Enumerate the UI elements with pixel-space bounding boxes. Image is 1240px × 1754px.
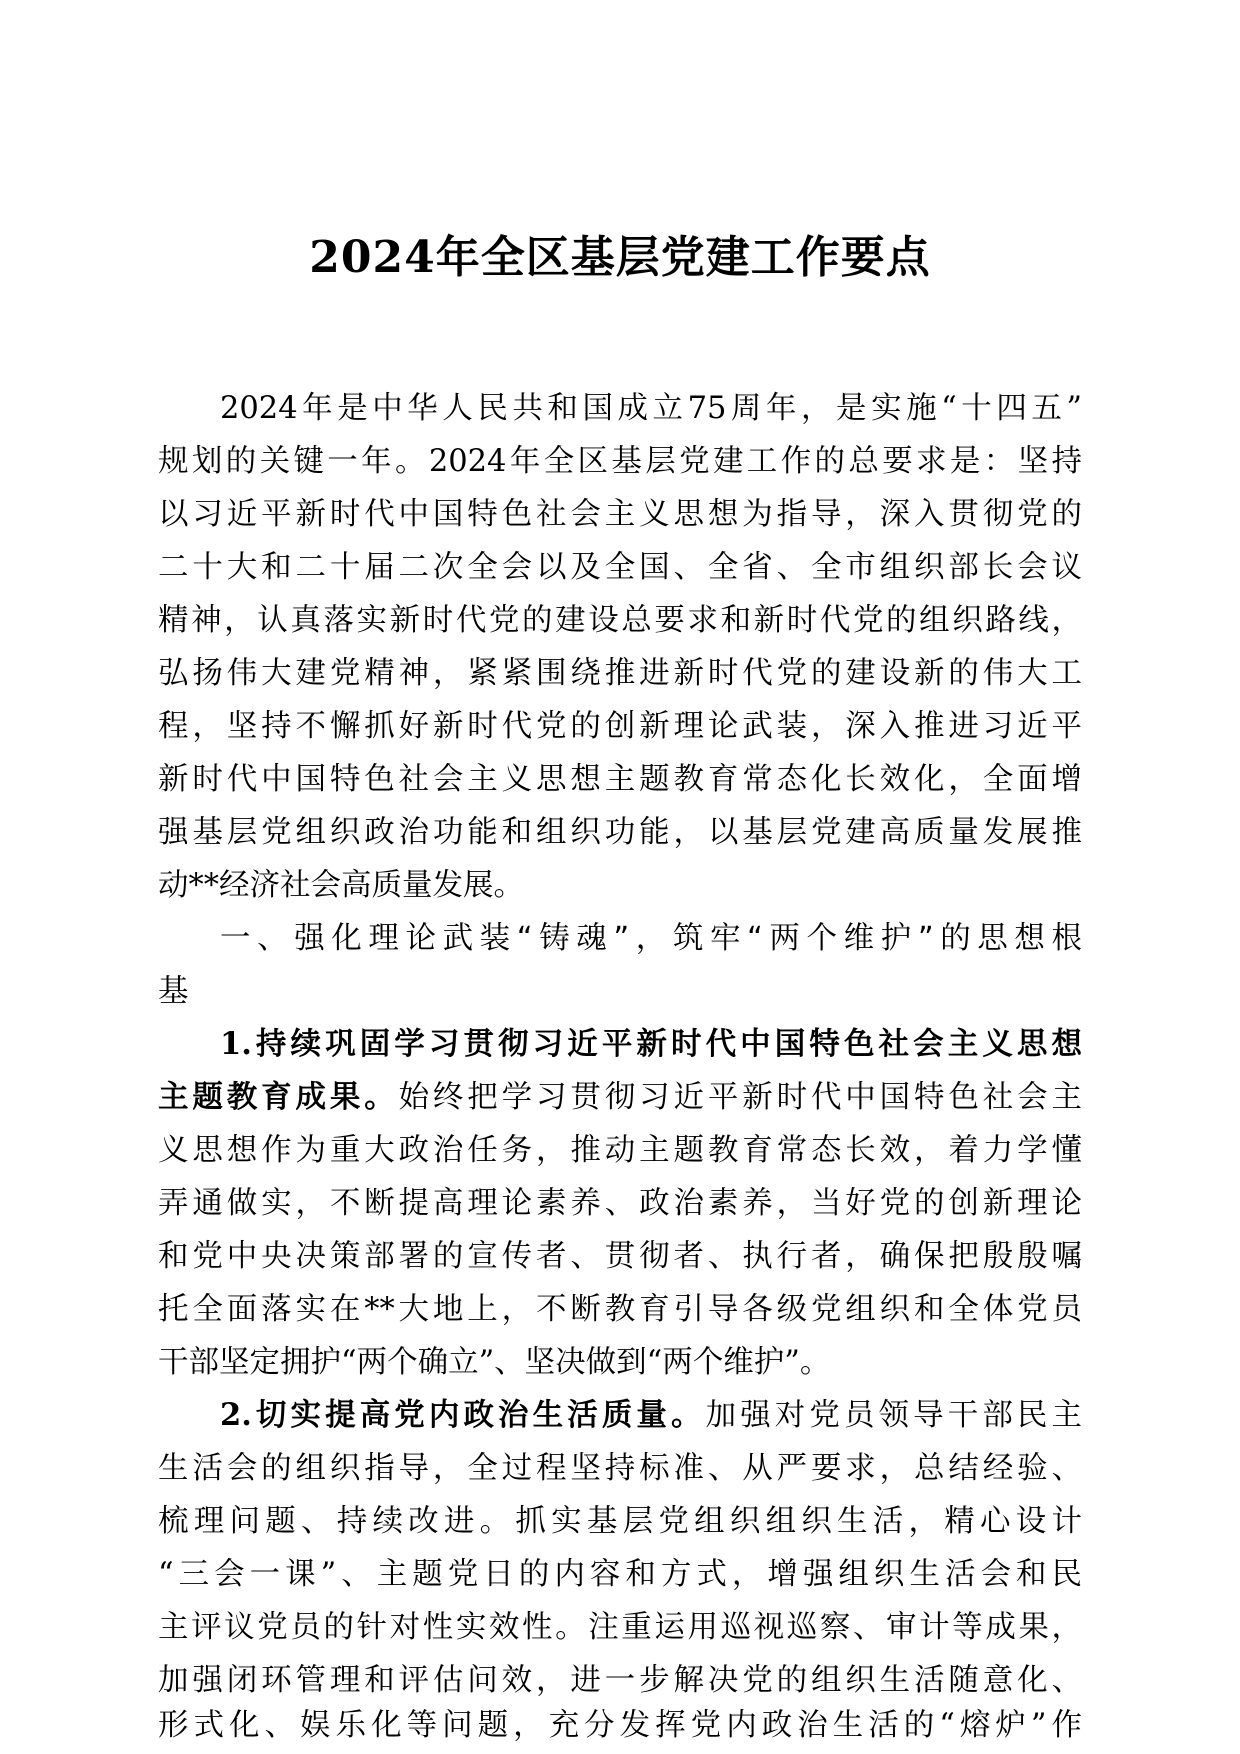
item-line: 生活会的组织指导，全过程坚持标准、从严要求，总结经验、 [158,1451,1082,1486]
item-heading: 1.持续巩固学习贯彻习近平新时代中国特色社会主义思想 [220,1026,1082,1062]
item-text: 加强对党员领导干部民主 [705,1398,1083,1433]
intro-line: 规划的关键一年。2024年全区基层党建工作的总要求是：坚持 [158,444,1082,479]
item-heading: 2.切实提高党内政治生活质量。 [220,1397,706,1433]
intro-line: 新时代中国特色社会主义思想主题教育常态化长效化，全面增 [158,762,1082,797]
intro-line: 程，坚持不懈抓好新时代党的创新理论武装，深入推进习近平 [158,709,1082,744]
item-heading: 主题教育成果。 [158,1079,399,1115]
item-line: 加强闭环管理和评估问效，进一步解决党的组织生活随意化、 [158,1663,1082,1698]
item-line: 形式化、娱乐化等问题，充分发挥党内政治生活的“熔炉”作 [158,1708,1082,1743]
item-line: 弄通做实，不断提高理论素养、政治素养，当好党的创新理论 [158,1186,1082,1221]
section-heading: 基 [158,974,189,1009]
intro-line: 2024年是中华人民共和国成立75周年，是实施“十四五” [220,391,1082,426]
intro-line: 以习近平新时代中国特色社会主义思想为指导，深入贯彻党的 [158,497,1082,532]
item-line: 主评议党员的针对性实效性。注重运用巡视巡察、审计等成果， [158,1610,1082,1645]
intro-line: 精神，认真落实新时代党的建设总要求和新时代党的组织路线， [158,603,1082,638]
section-heading: 一、强化理论武装“铸魂”，筑牢“两个维护”的思想根 [220,921,1082,956]
item-line [158,1071,1082,1124]
item-line: 梳理问题、持续改进。抓实基层党组织组织生活，精心设计 [158,1504,1082,1539]
intro-line: 动**经济社会高质量发展。 [158,868,524,903]
item-line: 干部坚定拥护“两个确立”、坚决做到“两个维护”。 [158,1345,831,1380]
item-line: “三会一课”、主题党日的内容和方式，增强组织生活会和民 [158,1557,1082,1592]
intro-line: 弘扬伟大建党精神，紧紧围绕推进新时代党的建设新的伟大工 [158,656,1082,691]
item-line: 和党中央决策部署的宣传者、贯彻者、执行者，确保把殷殷嘱 [158,1239,1082,1274]
intro-line: 二十大和二十届二次全会以及全国、全省、全市组织部长会议 [158,550,1082,585]
document-title: 2024年全区基层党建工作要点 [309,232,931,283]
item-line: 义思想作为重大政治任务，推动主题教育常态长效，着力学懂 [158,1133,1082,1168]
intro-line: 强基层党组织政治功能和组织功能，以基层党建高质量发展推 [158,815,1082,850]
item-text: 始终把学习贯彻习近平新时代中国特色社会主 [398,1080,1083,1115]
item-line [220,1389,1082,1442]
item-line: 托全面落实在**大地上，不断教育引导各级党组织和全体党员 [158,1292,1082,1327]
